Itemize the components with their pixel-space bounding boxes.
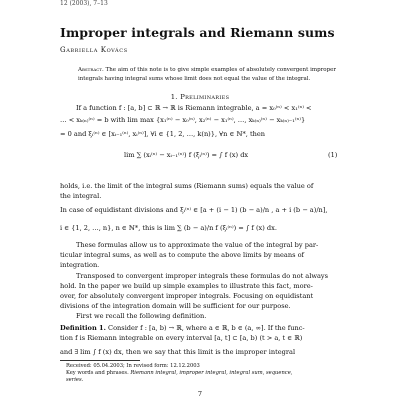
body-line: the integral. [60, 192, 102, 200]
body-line: First we recall the following definition. [76, 312, 207, 320]
body-line: … < xₖ₍ₙ₎⁽ⁿ⁾ = b with lim max {x₁⁽ⁿ⁾ − x₀⁽ⁿ⁾, x₂⁽ⁿ⁾ − x₁⁽ⁿ⁾, …, xₖ₍ₙ₎⁽ⁿ⁾ − xₖ₍ₙ₎₋₁⁽ⁿ⁾} [60, 116, 306, 124]
definition-label: Definition 1. [60, 324, 106, 332]
keywords-label: Key words and phrases. [66, 370, 129, 376]
body-line: i ∈ {1, 2, …, n}, n ∈ ℕ*, this is lim ∑ (b − a)/n f (ξᵢ⁽ⁿ⁾) = ∫ f (x) dx. [60, 224, 277, 232]
equation-1: lim ∑ (xᵢ⁽ⁿ⁾ − xᵢ₋₁⁽ⁿ⁾) f (ξᵢ⁽ⁿ⁾) = ∫ f (x) dx [124, 151, 249, 159]
abstract-label: Abstract. [78, 67, 104, 73]
body-line: hold. In the paper we build up simple examples to illustrate this fact, more- [60, 282, 313, 290]
footnote-keywords-cont [66, 377, 83, 383]
body-line: Transposed to convergent improper integrals these formulas do not always [76, 272, 329, 280]
author-name: Gabriella Kovács [60, 46, 128, 54]
body-line: and ∃ lim ∫ f (x) dx, then we say that this limit is the improper integral [60, 348, 296, 356]
body-line: = 0 and ξᵢ⁽ⁿ⁾ ∈ [xᵢ₋₁⁽ⁿ⁾, xᵢ⁽ⁿ⁾], ∀i ∈ {1, 2, …, k(n)}, ∀n ∈ ℕ*, then [60, 130, 266, 138]
equation-number: (1) [328, 151, 338, 159]
page-number: 7 [197, 390, 203, 398]
body-line: divisions of the integration domain will be sufficient for our purpose. [60, 302, 291, 310]
body-line: ticular integral sums, as well as to compute the above limits by means of [60, 251, 305, 259]
footnote-keywords [66, 370, 292, 376]
body-line: over, for absolutely convergent improper integrals. Focusing on equidistant [60, 292, 314, 300]
abstract [78, 66, 336, 83]
body-line: tion f is Riemann integrable on every interval [a, t] ⊂ [a, b) (t > a, t ∈ ℝ) [60, 334, 303, 342]
definition-line [60, 324, 305, 332]
running-head: 12 (2003), 7–13 [60, 0, 108, 7]
keywords-text-cont: series. [66, 377, 84, 383]
footnote-received: Received: 05.04.2003; In revised form: 12.12.2003 [66, 363, 200, 369]
body-line: holds, i.e. the limit of the integral sums (Riemann sums) equals the value of [60, 182, 314, 190]
footnote-rule [60, 360, 140, 361]
definition-text: Consider f : [a, b) → ℝ, where a ∈ ℝ, b ∈ (a, ∞]. If the func- [108, 324, 305, 332]
section-heading: 1. Preliminaries [170, 93, 230, 101]
paper-title: Improper integrals and Riemann sums [60, 25, 335, 40]
abstract-text: The aim of this note is to give simple examples of absolutely convergent improper integrals having integral sums whose limit does not equal the value of the integral. [78, 67, 337, 82]
keywords-text: Riemann integral, improper integral, integral sum, sequence, [130, 370, 293, 376]
body-line: These formulas allow us to approximate the value of the integral by par- [76, 241, 319, 249]
body-line: integration. [60, 261, 100, 269]
body-line: If a function f : [a, b] ⊂ ℝ → ℝ is Riemann integrable, a = x₀⁽ⁿ⁾ < x₁⁽ⁿ⁾ < [76, 104, 312, 112]
body-line: In case of equidistant divisions and ξᵢ⁽ⁿ⁾ ∈ [a + (i − 1) (b − a)/n , a + i (b − a)/n], [60, 206, 328, 214]
